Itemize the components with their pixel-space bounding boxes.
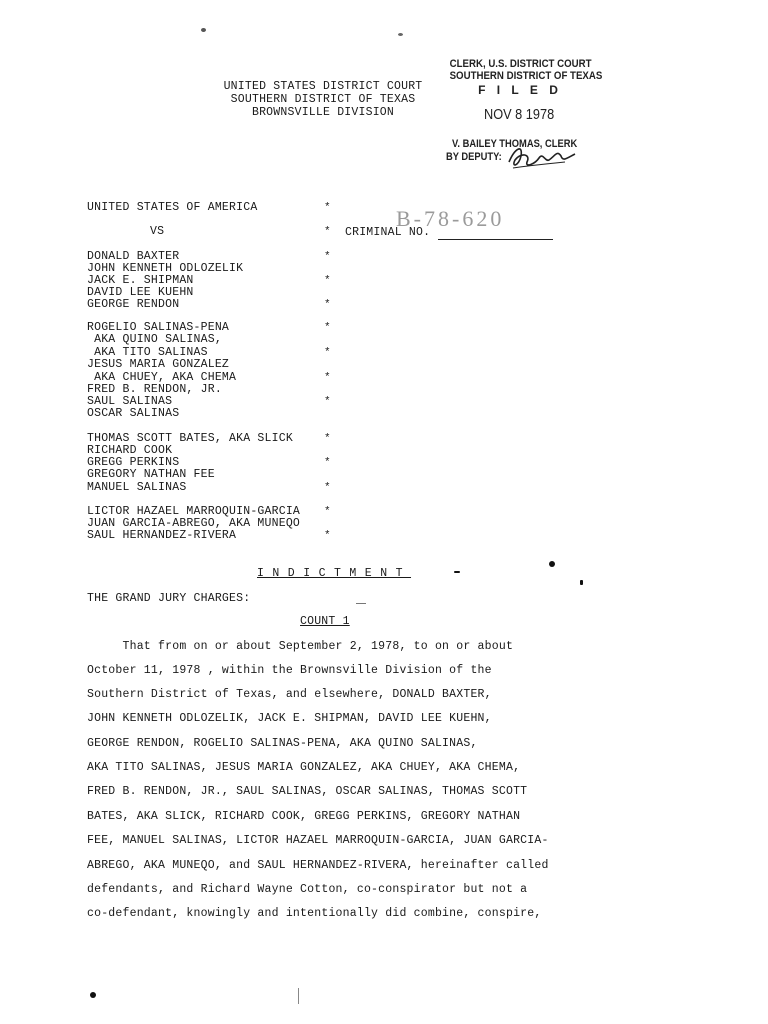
caption-star: * [324, 530, 331, 542]
defendant-name: FRED B. RENDON, JR. [87, 383, 222, 396]
caption-star: * [324, 482, 331, 494]
caption-star: * [324, 322, 331, 334]
stamp-district: SOUTHERN DISTRICT OF TEXAS [449, 70, 603, 82]
body-line: October 11, 1978 , within the Brownsville Division of the [87, 664, 492, 677]
criminal-no-label: CRIMINAL NO. [345, 226, 431, 239]
caption-star: * [324, 226, 331, 238]
body-line: ABREGO, AKA MUNEQO, and SAUL HERNANDEZ-RIVERA, hereinafter called [87, 859, 549, 872]
body-line: co-defendant, knowingly and intentionally did combine, conspire, [87, 907, 542, 920]
plaintiff: UNITED STATES OF AMERICA [87, 201, 258, 214]
caption-star: * [324, 372, 331, 384]
caption-star: * [324, 275, 331, 287]
filed-stamp [440, 58, 603, 163]
scan-speck [298, 988, 299, 1004]
defendant-name: RICHARD COOK [87, 444, 173, 457]
defendant-name: OSCAR SALINAS [87, 407, 180, 420]
stamp-clerk-name: V. BAILEY THOMAS, CLERK [452, 138, 578, 150]
stamp-filed: F I L E D [478, 83, 562, 97]
defendant-alias: AKA QUINO SALINAS, [87, 333, 222, 346]
defendant-name: GREGG PERKINS [87, 456, 180, 469]
court-district: SOUTHERN DISTRICT OF TEXAS [230, 93, 416, 106]
defendant-name: SAUL SALINAS [87, 395, 173, 408]
scan-speck [454, 571, 460, 573]
body-line: FEE, MANUEL SALINAS, LICTOR HAZAEL MARROQUIN-GARCIA, JUAN GARCIA- [87, 834, 549, 847]
caption-star: * [324, 299, 331, 311]
defendant-name: MANUEL SALINAS [87, 481, 187, 494]
court-division: BROWNSVILLE DIVISION [251, 106, 395, 119]
body-line: That from on or about September 2, 1978, to on or about [87, 640, 514, 653]
count-heading: COUNT 1 [300, 615, 350, 628]
scan-speck [201, 28, 206, 32]
caption-star: * [324, 347, 331, 359]
defendant-name: THOMAS SCOTT BATES, AKA SLICK [87, 432, 293, 445]
court-header [218, 80, 428, 119]
body-line: JOHN KENNETH ODLOZELIK, JACK E. SHIPMAN, DAVID LEE KUEHN, [87, 712, 492, 725]
body-line: AKA TITO SALINAS, JESUS MARIA GONZALEZ, AKA CHUEY, AKA CHEMA, [87, 761, 521, 774]
court-name: UNITED STATES DISTRICT COURT [223, 80, 423, 93]
defendant-alias: AKA CHUEY, AKA CHEMA [87, 371, 237, 384]
caption-star: * [324, 433, 331, 445]
versus: VS [150, 225, 165, 238]
defendant-name: GEORGE RENDON [87, 298, 180, 311]
caption-star: * [324, 251, 331, 263]
defendant-name: GREGORY NATHAN FEE [87, 468, 215, 481]
body-line: defendants, and Richard Wayne Cotton, co-conspirator but not a [87, 883, 528, 896]
defendant-name: JACK E. SHIPMAN [87, 274, 194, 287]
stamp-clerk-court: CLERK, U.S. DISTRICT COURT [449, 58, 592, 70]
defendant-name: LICTOR HAZAEL MARROQUIN-GARCIA [87, 505, 301, 518]
scan-speck [398, 33, 403, 36]
body-line: Southern District of Texas, and elsewhere, DONALD BAXTER, [87, 688, 492, 701]
defendant-alias: AKA TITO SALINAS [87, 346, 208, 359]
defendant-name: JUAN GARCIA-ABREGO, AKA MUNEQO [87, 517, 301, 530]
defendant-name: ROGELIO SALINAS-PENA [87, 321, 230, 334]
scan-speck [580, 580, 583, 585]
body-line: FRED B. RENDON, JR., SAUL SALINAS, OSCAR SALINAS, THOMAS SCOTT [87, 785, 528, 798]
caption-star: * [324, 202, 331, 214]
caption-star: * [324, 457, 331, 469]
case-number-underline [438, 239, 553, 240]
case-number: B-78-620 [396, 206, 505, 231]
defendant-name: JESUS MARIA GONZALEZ [87, 358, 230, 371]
defendant-name: JOHN KENNETH ODLOZELIK [87, 262, 244, 275]
grand-jury-heading: THE GRAND JURY CHARGES: [87, 592, 251, 605]
defendant-name: SAUL HERNANDEZ-RIVERA [87, 529, 237, 542]
body-line: GEORGE RENDON, ROGELIO SALINAS-PENA, AKA QUINO SALINAS, [87, 737, 478, 750]
document-title: INDICTMENT [257, 567, 412, 580]
scan-speck [90, 992, 96, 998]
stamp-date: NOV 8 1978 [484, 106, 555, 123]
stamp-deputy: BY DEPUTY: [446, 151, 502, 163]
body-line: BATES, AKA SLICK, RICHARD COOK, GREGG PERKINS, GREGORY NATHAN [87, 810, 521, 823]
caption-star: * [324, 396, 331, 408]
deputy-signature [505, 138, 585, 174]
defendant-name: DAVID LEE KUEHN [87, 286, 194, 299]
caption-star: * [324, 506, 331, 518]
scan-speck [356, 603, 366, 604]
defendant-name: DONALD BAXTER [87, 250, 180, 263]
scan-speck [549, 561, 555, 567]
